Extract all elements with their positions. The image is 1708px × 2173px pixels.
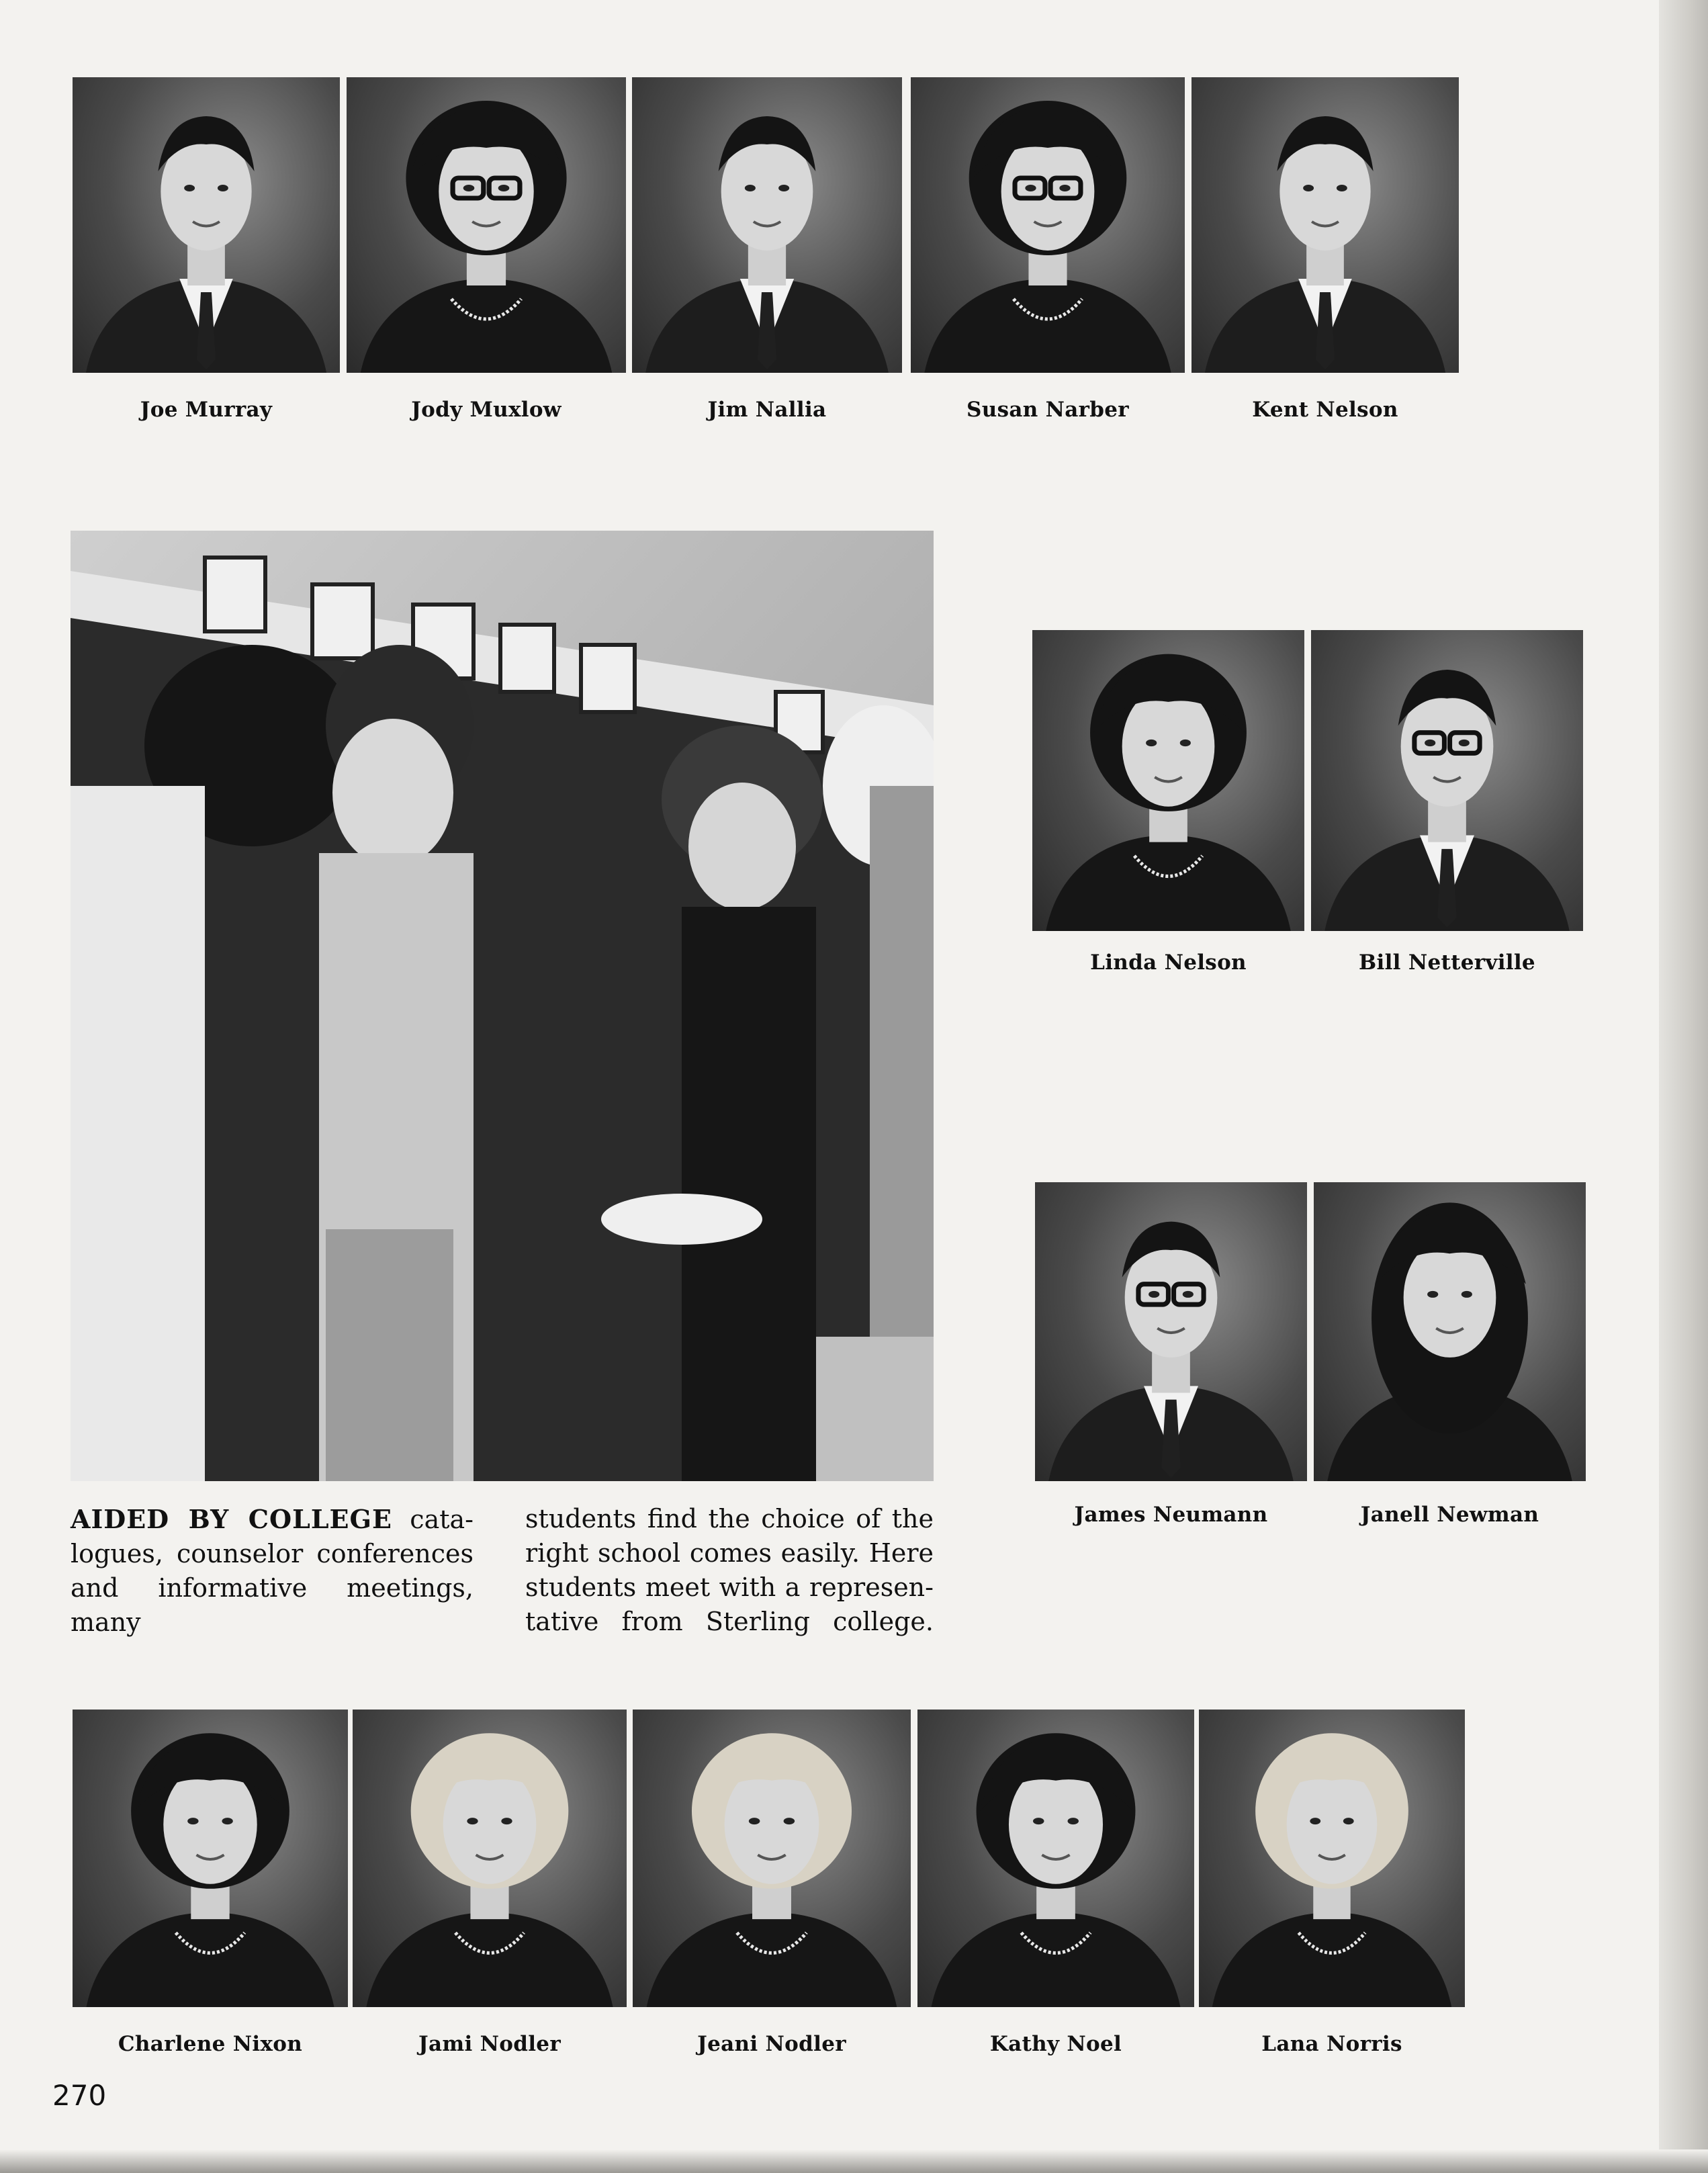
portrait-caption: Bill Netterville [1359,950,1535,975]
portrait-caption: Janell Newman [1360,1503,1539,1527]
portrait-figure [1192,77,1459,373]
portrait-photo [1199,1710,1465,2007]
portrait-photo [1311,630,1583,931]
portrait-figure [911,77,1185,373]
portrait-figure [73,1710,348,2007]
portrait-photo [353,1710,627,2007]
portrait-figure [1199,1710,1465,2007]
portrait-photo [911,77,1185,373]
feature-text-column-2: students find the choice of the right school comes easily. Here students meet with a represen-tative from Sterling college. [525,1504,934,1636]
portrait-caption: Kent Nelson [1252,398,1398,422]
portrait-figure [1032,630,1304,931]
portrait-photo [917,1710,1194,2007]
portrait-caption: Jeani Nodler [697,2032,846,2056]
portrait-caption: Jim Nallia [707,398,827,422]
page-number: 270 [52,2079,107,2112]
portrait-figure [917,1710,1194,2007]
portrait-photo [73,1710,348,2007]
portrait-photo [1314,1182,1586,1481]
portrait-figure [1035,1182,1307,1481]
portrait-figure [73,77,340,373]
portrait-caption: Jami Nodler [418,2032,561,2056]
portrait-figure [633,1710,911,2007]
portrait-photo [1032,630,1304,931]
portrait-caption: Kathy Noel [989,2032,1122,2056]
portrait-figure [632,77,902,373]
portrait-caption: James Neumann [1074,1503,1268,1527]
portrait-photo [1035,1182,1307,1481]
feature-text-column-1 [71,1502,474,1640]
portrait-photo [632,77,902,373]
page-bottom-edge [0,2149,1708,2173]
portrait-photo [1192,77,1459,373]
portrait-photo [633,1710,911,2007]
portrait-figure [1314,1182,1586,1481]
portrait-caption: Charlene Nixon [118,2032,303,2056]
portrait-photo [73,77,340,373]
portrait-caption: Susan Narber [967,398,1129,422]
portrait-figure [353,1710,627,2007]
portrait-photo [347,77,626,373]
portrait-caption: Joe Murray [140,398,273,422]
portrait-caption: Lana Norris [1261,2032,1402,2056]
page-binding-shadow [1659,0,1708,2173]
portrait-figure [347,77,626,373]
feature-text-1: cata-logues, counselor conferences and informative meetings, many [71,1505,474,1637]
feature-lead: AIDED BY COLLEGE [71,1504,392,1534]
portrait-caption: Linda Nelson [1090,950,1247,975]
portrait-caption: Jody Muxlow [411,398,561,422]
portrait-figure [1311,630,1583,931]
group-photo [71,531,934,1481]
